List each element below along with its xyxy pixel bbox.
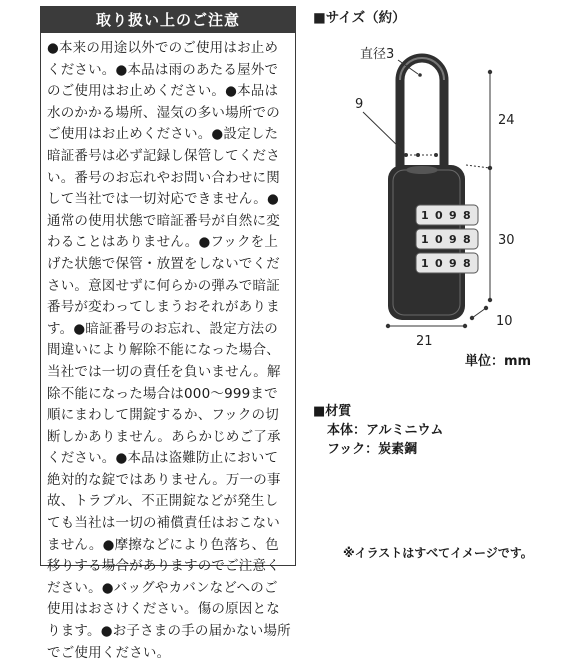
material-section [313, 402, 443, 459]
caution-text: ●本来の用途以外でのご使用はお止めください。●本品は雨のあたる屋外でのご使用はお止めください。●本品は水のかかる場所、湿気の多い場所でのご使用はお止めください。●設定した暗証番号は必ず記録し保管してください。番号のお忘れやお問い合わせに関して当社では一切対応できません。●通常の使用状態で暗証番号が自然に変わることはありません。●フックを上げた状態で保管・放置をしないでください。意図せずに何らかの弾みで暗証番号が変わってしまうおそれがあります。●暗証番号のお忘れ、設定方法の間違いにより解除不能になった場合、当社では一切の責任を負いません。解除不能になった場合は000～999まで順にまわして開錠するか、フックの切断しかありません。あらかじめご了承ください。●本品は盗難防止において絶対的な錠ではありません。万一の事故、トラブル、不正開錠などが発生しても当社は一切の補償責任はおこないません。●摩擦などにより色落ち、色移りする場合がありますのでご注意ください。●バッグやカバンなどへのご使用はおさけください。傷の原因となります。●お子さまの手の届かない場所でご使用ください。 [47, 40, 291, 661]
dial-digit: 0 [435, 209, 443, 222]
shackle-height-label: 24 [498, 113, 515, 128]
illustration-note: ※イラストはすべてイメージです。 [343, 546, 533, 560]
material-body-line: 本体：アルミニウム [327, 423, 444, 438]
dial-digit: 9 [449, 209, 457, 222]
dial-digit: 9 [449, 257, 457, 270]
padlock-diagram [300, 30, 560, 370]
shackle [400, 58, 444, 168]
unit-label: 単位：mm [465, 354, 532, 369]
material-heading: ■材質 [313, 404, 352, 419]
caution-title: 取り扱い上のご注意 [41, 7, 295, 33]
body-height-label: 30 [498, 233, 515, 248]
dial-digit: 0 [435, 233, 443, 246]
dial-digit: 8 [463, 209, 471, 222]
dial-row-1 [416, 205, 478, 225]
dial-digit: 1 [421, 257, 429, 270]
depth-label: 10 [496, 314, 513, 329]
dial-digit: 1 [421, 209, 429, 222]
dial-digit: 9 [449, 233, 457, 246]
dial-row-3 [416, 253, 478, 273]
size-heading: ■サイズ（約） [313, 10, 406, 26]
caution-panel [40, 6, 296, 661]
width-label: 21 [416, 334, 433, 349]
dial-row-2 [416, 229, 478, 249]
shackle-inner-label: 9 [355, 97, 364, 112]
diameter-label: 直径3 [360, 47, 395, 62]
dial-digit: 8 [463, 233, 471, 246]
dial-digit: 8 [463, 257, 471, 270]
dial-digit: 0 [435, 257, 443, 270]
material-hook-line: フック：炭素鋼 [327, 442, 418, 457]
dial-digit: 1 [421, 233, 429, 246]
